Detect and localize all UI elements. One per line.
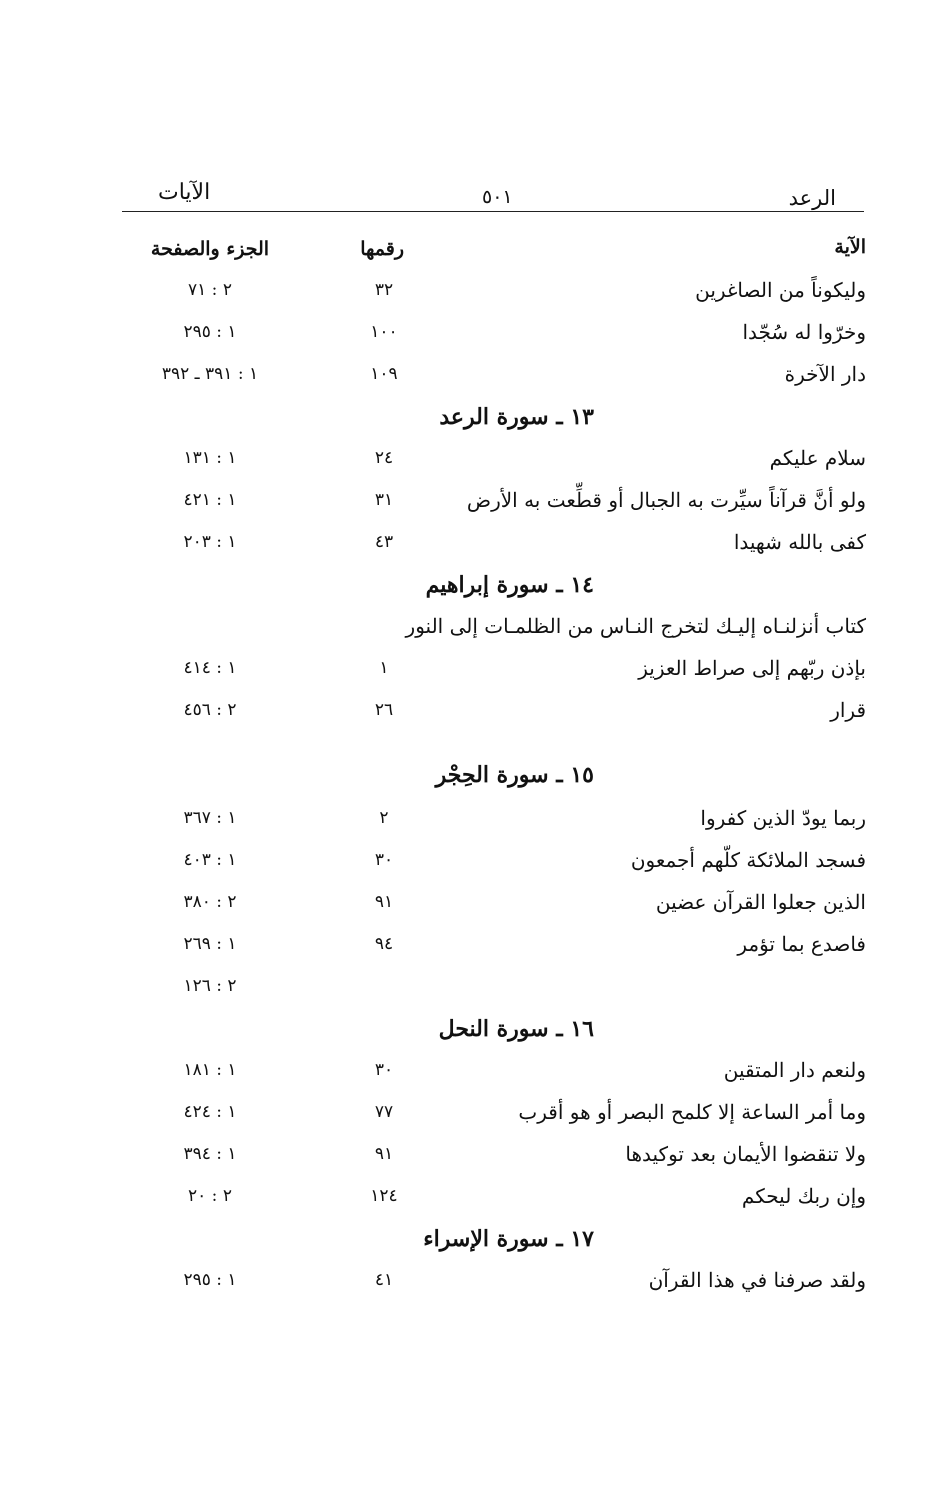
ayah-number: ١ [379, 658, 389, 678]
ayah-text: سلام عليكم [769, 446, 866, 470]
ayah-text: ولو أنَّ قرآناً سيِّرت به الجبال أو قطِّعت به الأرض [466, 488, 866, 512]
table-row [140, 1092, 866, 1134]
ayah-number: ١٢٤ [370, 1186, 398, 1206]
table-header-row [140, 228, 866, 270]
table-row [140, 270, 866, 312]
ayah-number: ٤٣ [374, 532, 394, 552]
volume-page-reference: ٢ : ٣٨٠ [183, 892, 237, 912]
table-row [140, 924, 866, 966]
ayah-text: الذين جعلوا القرآن عضين [655, 890, 866, 914]
table-row [140, 438, 866, 480]
ayah-text: وخرّوا له سُجّدا [742, 320, 866, 344]
scan-mark [428, 1410, 436, 1416]
volume-page-reference: ١ : ٤٠٣ [183, 850, 237, 870]
ayah-number: ٩١ [374, 1144, 394, 1164]
table-row [140, 690, 866, 732]
ayah-text: وإن ربك ليحكم [741, 1184, 866, 1208]
volume-page-reference: ١ : ٤٢٤ [183, 1102, 237, 1122]
ayah-text: ولقد صرفنا في هذا القرآن [648, 1268, 866, 1292]
ayah-number: ٢٦ [374, 700, 394, 720]
volume-page-reference: ٢ : ٧١ [188, 280, 232, 300]
volume-page-reference: ١ : ٣٩١ ـ ٣٩٢ [161, 364, 259, 384]
volume-page-reference: ١ : ٢٦٩ [183, 934, 237, 954]
chapter-title: الرعد [788, 186, 836, 210]
volume-page-reference: ٢ : ١٢٦ [183, 976, 237, 996]
table-row [140, 648, 866, 690]
ayah-number: ٣٢ [374, 280, 394, 300]
ayah-number: ٣١ [374, 490, 394, 510]
page-header [122, 176, 864, 216]
surah-title: ١٤ ـ سورة إبراهيم [425, 572, 594, 598]
table-row [140, 354, 866, 396]
ayah-text: وما أمر الساعة إلا كلمح البصر أو هو أقرب [518, 1100, 866, 1124]
table-row [140, 1050, 866, 1092]
volume-page-reference: ١ : ٢٠٣ [183, 532, 237, 552]
volume-page-reference: ٢ : ٢٠ [188, 1186, 232, 1206]
ayah-number: ٩٤ [374, 934, 394, 954]
volume-page-reference: ١ : ١٣١ [183, 448, 237, 468]
table-row [140, 606, 866, 648]
ayah-number: ٣٠ [374, 1060, 394, 1080]
volume-page-reference: ١ : ٢٩٥ [183, 1270, 237, 1290]
ayah-text: كفى بالله شهيدا [733, 530, 866, 554]
verses-index-table [140, 228, 866, 1302]
surah-heading-row [140, 564, 866, 606]
ayah-number: ٤١ [374, 1270, 394, 1290]
table-row [140, 1260, 866, 1302]
ayah-text: دار الآخرة [784, 362, 866, 386]
surah-heading-row [140, 732, 866, 798]
surah-title: ١٣ ـ سورة الرعد [439, 404, 594, 430]
table-row [140, 312, 866, 354]
surah-title: ١٦ ـ سورة النحل [438, 1016, 594, 1042]
section-title: الآيات [158, 180, 211, 205]
table-body [140, 270, 866, 1302]
column-header-ayah: الآية [834, 236, 866, 258]
ayah-number: ٩١ [374, 892, 394, 912]
table-row [140, 882, 866, 924]
surah-heading-row [140, 1218, 866, 1260]
ayah-number: ٢ [379, 808, 389, 828]
ayah-text: ربما يودّ الذين كفروا [700, 806, 866, 830]
volume-page-reference: ٢ : ٤٥٦ [183, 700, 237, 720]
table-row [140, 966, 866, 1008]
ayah-text: قرار [830, 698, 866, 722]
volume-page-reference: ١ : ١٨١ [183, 1060, 237, 1080]
table-row [140, 798, 866, 840]
table-row [140, 1134, 866, 1176]
volume-page-reference: ١ : ٤١٤ [183, 658, 237, 678]
column-header-number: رقمها [360, 238, 404, 260]
page-number: ٥٠١ [482, 186, 513, 208]
table-row [140, 840, 866, 882]
ayah-text: ولا تنقضوا الأيمان بعد توكيدها [625, 1142, 866, 1166]
table-row [140, 522, 866, 564]
volume-page-reference: ١ : ٣٩٤ [183, 1144, 237, 1164]
surah-heading-row [140, 396, 866, 438]
ayah-text: فاصدع بما تؤمر [737, 932, 866, 956]
ayah-number: ١٠٩ [370, 364, 398, 384]
header-divider [122, 211, 864, 212]
table-row [140, 480, 866, 522]
column-header-reference: الجزء والصفحة [150, 238, 270, 260]
ayah-text: فسجد الملائكة كلّهم أجمعون [630, 848, 866, 872]
ayah-text: بإذن ربّهم إلى صراط العزيز [638, 656, 866, 680]
table-row [140, 1176, 866, 1218]
surah-title: ١٧ ـ سورة الإسراء [423, 1226, 594, 1252]
volume-page-reference: ١ : ٤٢١ [183, 490, 237, 510]
ayah-number: ١٠٠ [370, 322, 398, 342]
surah-heading-row [140, 1008, 866, 1050]
volume-page-reference: ١ : ٢٩٥ [183, 322, 237, 342]
ayah-number: ٣٠ [374, 850, 394, 870]
ayah-number: ٧٧ [374, 1102, 394, 1122]
ayah-text: وليكوناً من الصاغرين [695, 278, 866, 302]
volume-page-reference: ١ : ٣٦٧ [183, 808, 237, 828]
ayah-text: كتاب أنزلنـاه إليـك لتخرج النـاس من الظلمـات إلى النور [405, 614, 866, 638]
ayah-text: ولنعم دار المتقين [723, 1058, 866, 1082]
ayah-number: ٢٤ [374, 448, 394, 468]
surah-title: ١٥ ـ سورة الحِجْر [435, 762, 594, 788]
